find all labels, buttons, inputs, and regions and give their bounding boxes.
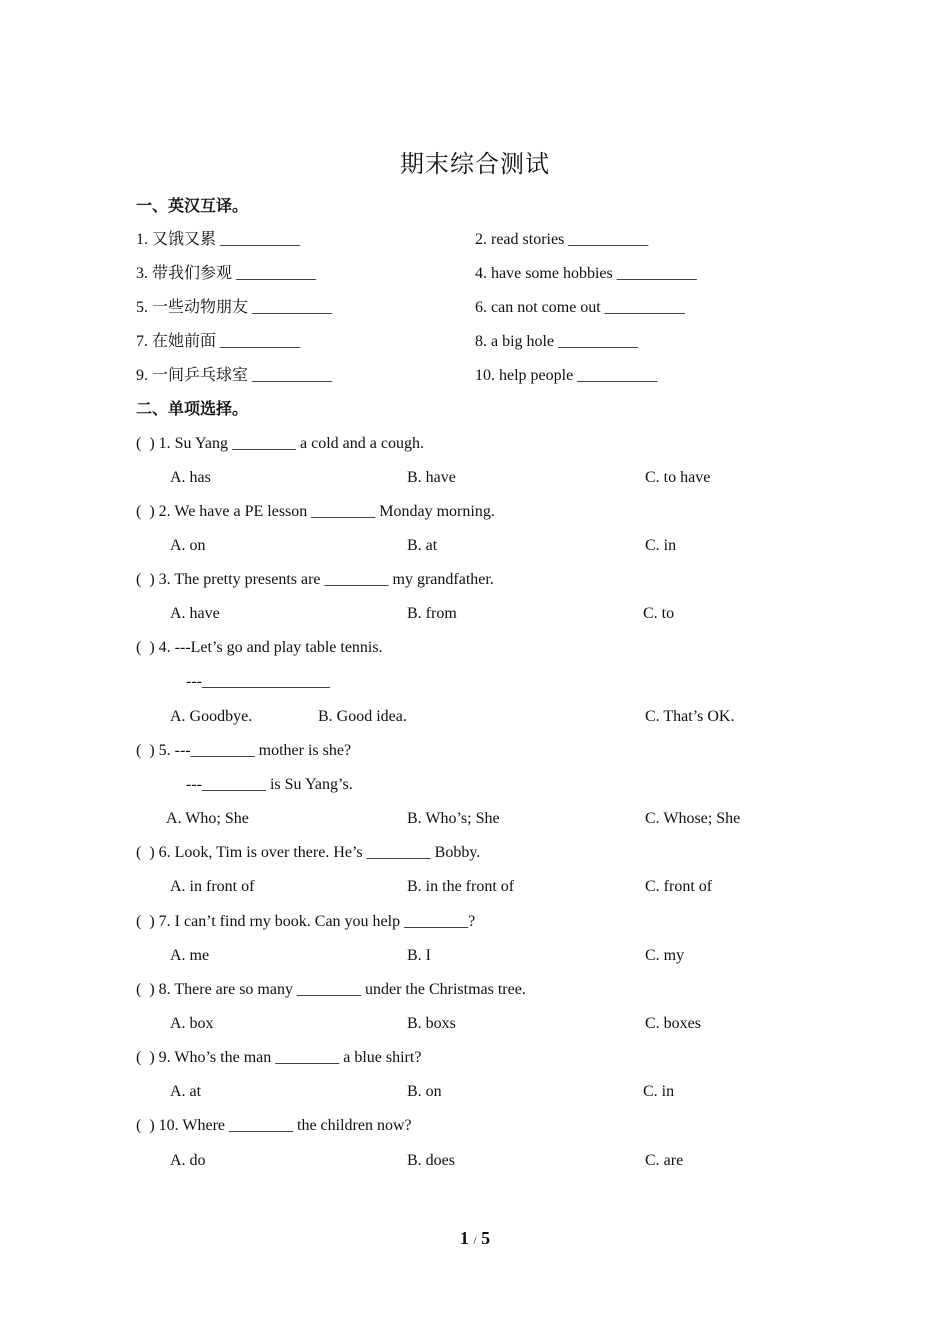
question-text: ( ) 6. Look, Tim is over there. He’s ________ Bobby. [136,844,481,861]
translation-item: 1. 又饿又累 __________ [136,231,301,248]
option-b: B. Good idea. [318,708,407,725]
option-b: B. on [407,1083,442,1100]
option-a: A. have [170,605,220,622]
option-c: C. Whose; She [645,810,741,827]
question-reply: ---________ is Su Yang’s. [186,776,353,793]
question-text: ( ) 7. I can’t find rny book. Can you help ________? [136,913,476,930]
translation-item: 8. a big hole __________ [475,333,639,350]
option-a: A. box [170,1015,214,1032]
option-c: C. front of [645,878,713,895]
option-b: B. I [407,947,431,964]
option-b: B. boxs [407,1015,456,1032]
option-c: C. in [643,1083,675,1100]
section1-heading: 一、英汉互译。 [136,198,249,215]
page-title: 期末综合测试 [400,152,550,178]
option-c: C. to have [645,469,711,486]
option-b: B. does [407,1152,455,1169]
question-text: ( ) 9. Who’s the man ________ a blue shirt? [136,1049,422,1066]
translation-item: 4. have some hobbies __________ [475,265,697,282]
option-b: B. from [407,605,457,622]
page-separator: / [473,1233,477,1247]
translation-item: 6. can not come out __________ [475,299,685,316]
question-text: ( ) 5. ---________ mother is she? [136,742,352,759]
option-b: B. Who’s; She [407,810,500,827]
total-pages: 5 [481,1228,491,1248]
question-text: ( ) 2. We have a PE lesson ________ Monday morning. [136,503,495,520]
option-c: C. That’s OK. [645,708,735,725]
translation-item: 5. 一些动物朋友 __________ [136,299,333,316]
question-text: ( ) 8. There are so many ________ under the Christmas tree. [136,981,526,998]
translation-item: 3. 带我们参观 __________ [136,265,317,282]
option-a: A. Who; She [166,810,249,827]
option-a: A. has [170,469,211,486]
option-a: A. me [170,947,210,964]
option-b: B. in the front of [407,878,515,895]
option-a: A. Goodbye. [170,708,253,725]
page-number [0,1228,950,1249]
option-c: C. in [645,537,677,554]
option-a: A. in front of [170,878,255,895]
option-c: C. my [645,947,685,964]
translation-item: 7. 在她前面 __________ [136,333,301,350]
option-b: B. have [407,469,456,486]
option-c: C. are [645,1152,684,1169]
translation-item: 9. 一间乒乓球室 __________ [136,367,333,384]
question-reply: ---________________ [186,673,330,690]
option-a: A. at [170,1083,202,1100]
current-page: 1 [459,1228,469,1248]
question-text: ( ) 1. Su Yang ________ a cold and a cough. [136,435,424,452]
question-text: ( ) 10. Where ________ the children now? [136,1117,412,1134]
translation-item: 10. help people __________ [475,367,658,384]
option-c: C. to [643,605,675,622]
question-text: ( ) 4. ---Let’s go and play table tennis. [136,639,383,656]
question-text: ( ) 3. The pretty presents are ________ my grandfather. [136,571,494,588]
option-c: C. boxes [645,1015,701,1032]
option-a: A. on [170,537,206,554]
option-a: A. do [170,1152,206,1169]
section2-heading: 二、单项选择。 [136,401,249,418]
option-b: B. at [407,537,438,554]
translation-item: 2. read stories __________ [475,231,649,248]
